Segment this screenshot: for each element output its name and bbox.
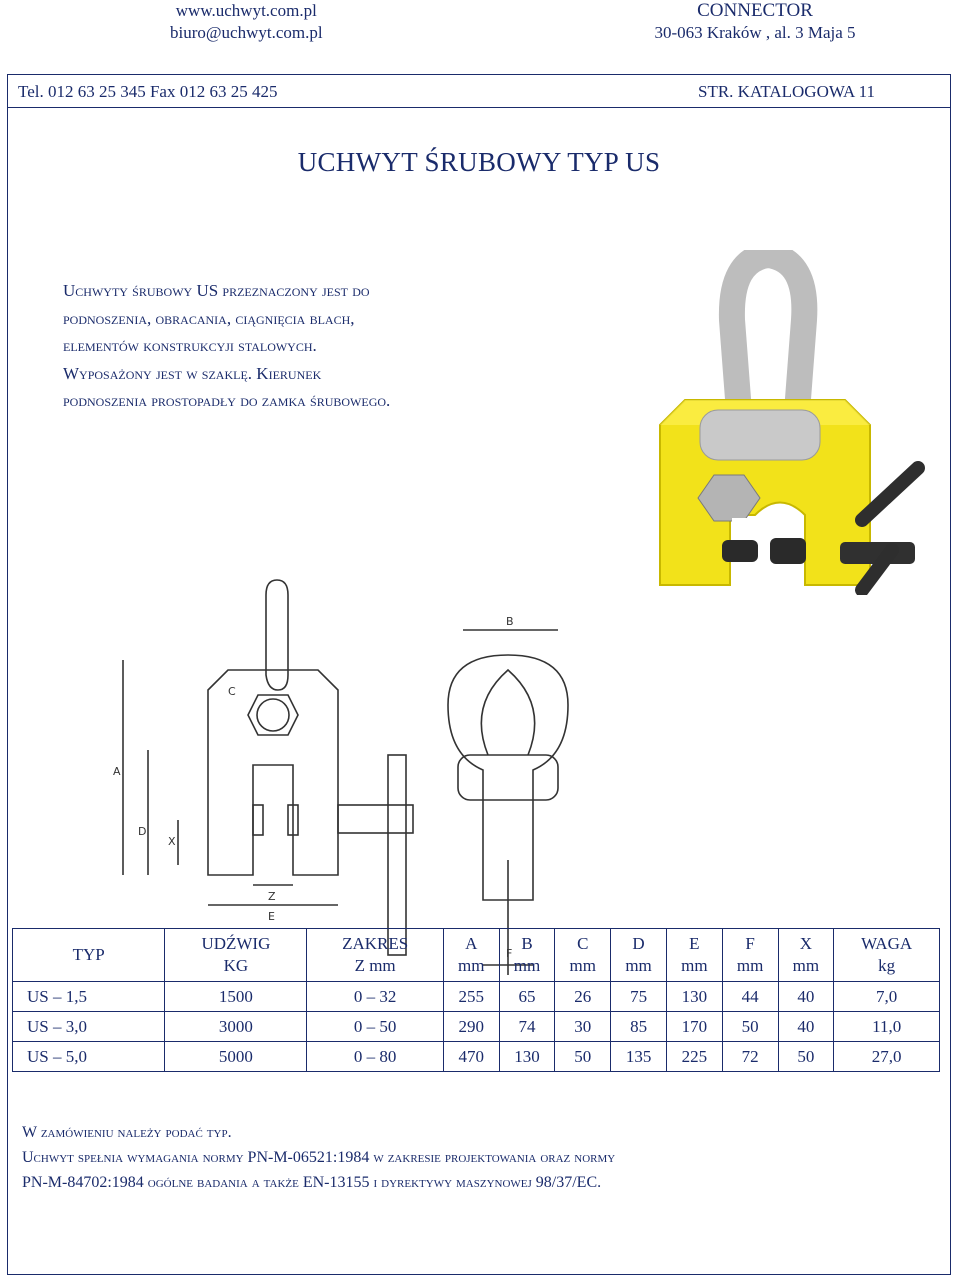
table-header-row [13,929,940,982]
cell-c: 50 [555,1042,611,1072]
col-header: A mm [443,929,499,982]
col-header: UDŹWIG KG [165,929,307,982]
cell-a: 255 [443,982,499,1012]
label-f: F [506,947,513,960]
cell-capacity: 3000 [165,1012,307,1042]
description-line: Wyposażony jest w szaklę. Kierunek [63,363,322,383]
catalog-page-frame [7,74,951,1275]
shackle-pin-plate [700,410,820,460]
cell-weight: 27,0 [834,1042,940,1072]
label-a: A [113,765,121,778]
product-description [63,277,623,415]
cell-d: 135 [611,1042,667,1072]
cell-a: 470 [443,1042,499,1072]
contact-block [170,0,323,44]
cell-f: 44 [722,982,778,1012]
cell-x: 50 [778,1042,834,1072]
cell-range: 0 – 80 [307,1042,443,1072]
cell-f: 50 [722,1012,778,1042]
cell-e: 170 [666,1012,722,1042]
website-link[interactable]: www.uchwyt.com.pl [175,1,317,20]
note-line: PN-M-84702:1984 ogólne badania a także EN-13155 i dyrektywy maszynowej 98/37/EC. [22,1174,602,1191]
col-header: WAGA kg [834,929,940,982]
cell-b: 65 [499,982,555,1012]
cell-a: 290 [443,1012,499,1042]
cell-e: 130 [666,982,722,1012]
col-header: ZAKRES Z mm [307,929,443,982]
label-x: X [168,835,176,848]
cell-f: 72 [722,1042,778,1072]
catalog-page-number: STR. KATALOGOWA 11 [698,82,875,101]
col-header: B mm [499,929,555,982]
phone-fax: Tel. 012 63 25 345 Fax 012 63 25 425 [18,82,278,101]
cell-d: 75 [611,982,667,1012]
cell-weight: 11,0 [834,1012,940,1042]
cell-capacity: 5000 [165,1042,307,1072]
page-title: UCHWYT ŚRUBOWY TYP US [297,147,661,177]
cell-x: 40 [778,1012,834,1042]
cell-type: US – 5,0 [13,1042,165,1072]
cell-c: 30 [555,1012,611,1042]
specification-table [12,928,940,1072]
col-header: C mm [555,929,611,982]
cell-weight: 7,0 [834,982,940,1012]
description-line: elementów konstrukcyji stalowych. [63,336,317,355]
cell-type: US – 3,0 [13,1012,165,1042]
cell-range: 0 – 32 [307,982,443,1012]
ordering-notes [22,1120,932,1195]
description-line: podnoszenia prostopadły do zamka śrubowego. [63,391,391,410]
cell-x: 40 [778,982,834,1012]
table-row [13,1042,940,1072]
cell-c: 26 [555,982,611,1012]
product-photo [640,250,928,595]
contact-bar [8,75,950,108]
col-header: E mm [666,929,722,982]
label-d: D [138,825,147,838]
company-block [640,0,870,44]
col-header: X mm [778,929,834,982]
label-e: E [268,910,275,923]
email-link[interactable]: biuro@uchwyt.com.pl [170,23,323,42]
jaw-pad [722,540,758,562]
cell-type: US – 1,5 [13,982,165,1012]
cell-b: 130 [499,1042,555,1072]
col-header: D mm [611,929,667,982]
cell-range: 0 – 50 [307,1012,443,1042]
company-name: CONNECTOR [697,0,813,21]
col-header: TYP [13,929,165,982]
cell-d: 85 [611,1012,667,1042]
clamp-front-view [208,670,338,875]
jaw-pad [770,538,806,564]
cell-b: 74 [499,1012,555,1042]
cell-e: 225 [666,1042,722,1072]
company-address: 30-063 Kraków , al. 3 Maja 5 [654,23,856,42]
cell-capacity: 1500 [165,982,307,1012]
table-row [13,1012,940,1042]
description-line: Uchwyty śrubowy US przeznaczony jest do [63,281,370,300]
note-line: Uchwyt spełnia wymagania normy PN-M-06521:1984 w zakresie projektowania oraz normy [22,1149,616,1166]
shackle-side-view [266,580,288,690]
technical-drawing [88,555,608,975]
table-row [13,982,940,1012]
label-c: C [228,685,236,698]
description-line: podnoszenia, obracania, ciągnięcia blach, [63,308,355,328]
label-b: B [506,615,514,628]
col-header: F mm [722,929,778,982]
label-z: Z [268,890,276,903]
note-line: W zamówieniu należy podać typ. [22,1124,232,1141]
